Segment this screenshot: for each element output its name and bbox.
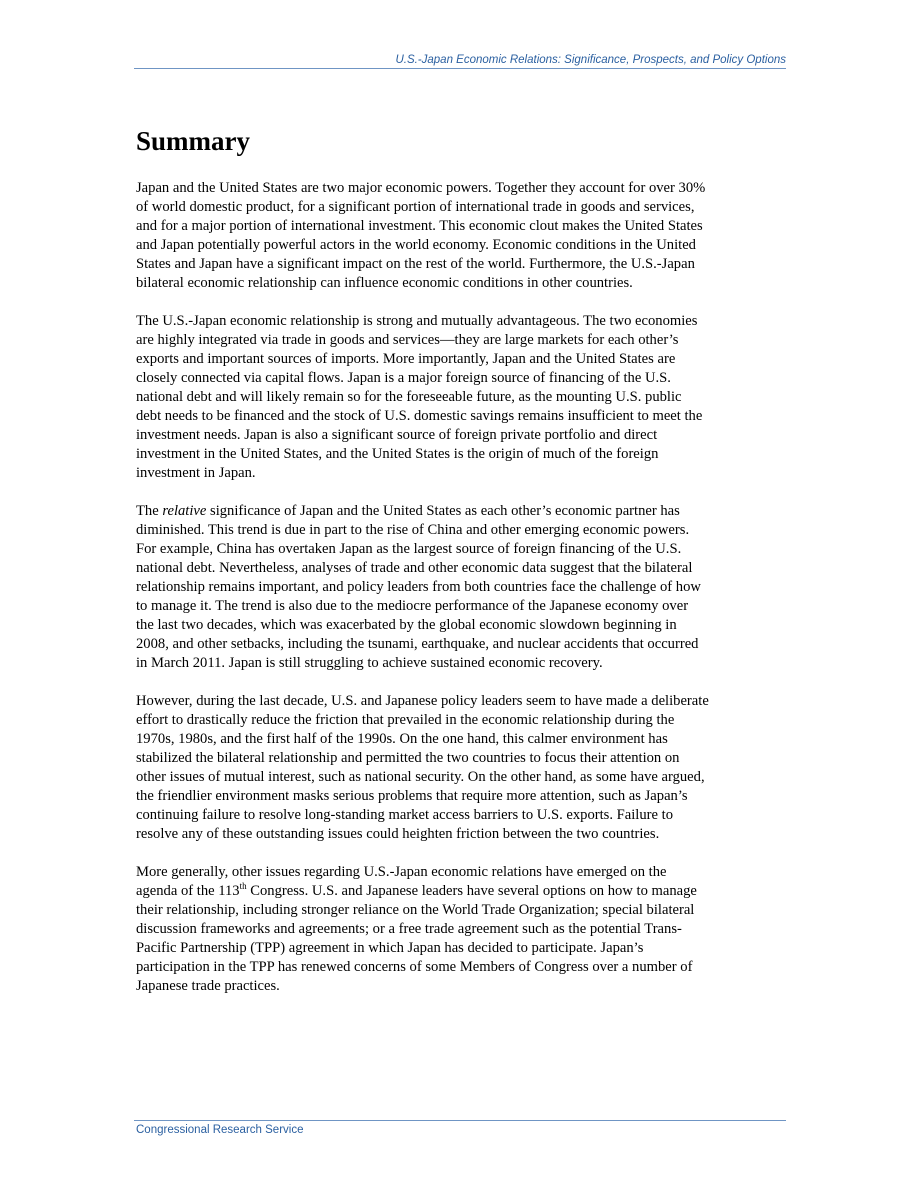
footer-rule bbox=[134, 1120, 786, 1121]
text-line: to manage it. The trend is also due to the mediocre performance of the Japanese economy over bbox=[136, 598, 689, 614]
text-line: and for a major portion of international investment. This economic clout makes the United States bbox=[136, 218, 703, 234]
text-line: Japan and the United States are two major economic powers. Together they account for over 30% bbox=[136, 180, 706, 196]
paragraph-5 bbox=[136, 863, 788, 996]
header-rule bbox=[134, 68, 786, 69]
text-line: More generally, other issues regarding U.S.-Japan economic relations have emerged on the bbox=[136, 864, 667, 880]
text-line: Japanese trade practices. bbox=[136, 978, 280, 994]
text-line: national debt. Nevertheless, analyses of trade and other economic data suggest that the bilateral bbox=[136, 560, 693, 576]
text-line: Pacific Partnership (TPP) agreement in which Japan has decided to participate. Japan’s bbox=[136, 940, 644, 956]
text-line: their relationship, including stronger reliance on the World Trade Organization; special bilateral bbox=[136, 902, 695, 918]
text-line: The U.S.-Japan economic relationship is strong and mutually advantageous. The two economies bbox=[136, 313, 698, 329]
text-line: exports and important sources of imports. More importantly, Japan and the United States are bbox=[136, 351, 676, 367]
text-line: continuing failure to resolve long-standing market access barriers to U.S. exports. Failure to bbox=[136, 807, 673, 823]
text-line: However, during the last decade, U.S. and Japanese policy leaders seem to have made a deliberate bbox=[136, 693, 709, 709]
text-line: 2008, and other setbacks, including the tsunami, earthquake, and nuclear accidents that occurred bbox=[136, 636, 699, 652]
paragraph-1 bbox=[136, 179, 788, 293]
text-line: investment in Japan. bbox=[136, 465, 256, 481]
text-line: bilateral economic relationship can influence economic conditions in other countries. bbox=[136, 275, 633, 291]
text-line: investment needs. Japan is also a significant source of foreign private portfolio and direct bbox=[136, 427, 658, 443]
text-line: in March 2011. Japan is still struggling to achieve sustained economic recovery. bbox=[136, 655, 603, 671]
paragraph-2 bbox=[136, 312, 788, 483]
text-run: significance of Japan and the United States as each other’s economic partner has bbox=[206, 503, 680, 519]
text-line: 1970s, 1980s, and the first half of the 1990s. On the one hand, this calmer environment has bbox=[136, 731, 668, 747]
running-header: U.S.-Japan Economic Relations: Significance, Prospects, and Policy Options bbox=[395, 54, 786, 66]
text-run: agenda of the 113 bbox=[136, 883, 240, 899]
text-line: debt needs to be financed and the stock of U.S. domestic savings remains insufficient to meet the bbox=[136, 408, 703, 424]
text-line: resolve any of these outstanding issues could heighten friction between the two countries. bbox=[136, 826, 660, 842]
text-line: discussion frameworks and agreements; or a free trade agreement such as the potential Trans- bbox=[136, 921, 682, 937]
text-run: The bbox=[136, 503, 163, 519]
text-line: national debt and will likely remain so for the foreseeable future, as the mounting U.S. public bbox=[136, 389, 682, 405]
text-line: diminished. This trend is due in part to the rise of China and other emerging economic powers. bbox=[136, 522, 690, 538]
text-line: of world domestic product, for a significant portion of international trade in goods and services, bbox=[136, 199, 695, 215]
text-line: other issues of mutual interest, such as national security. On the other hand, as some have argued, bbox=[136, 769, 705, 785]
text-line: and Japan potentially powerful actors in the world economy. Economic conditions in the United bbox=[136, 237, 696, 253]
text-line: For example, China has overtaken Japan as the largest source of foreign financing of the U.S. bbox=[136, 541, 682, 557]
text-line: investment in the United States, and the United States is the origin of much of the foreign bbox=[136, 446, 659, 462]
ordinal-superscript: th bbox=[239, 881, 247, 892]
text-line: stabilized the bilateral relationship and permitted the two countries to focus their attention on bbox=[136, 750, 680, 766]
text-line: are highly integrated via trade in goods and services—they are large markets for each other’s bbox=[136, 332, 679, 348]
emphasis-relative: relative bbox=[162, 503, 207, 519]
running-footer: Congressional Research Service bbox=[136, 1124, 304, 1136]
text-line bbox=[136, 502, 788, 521]
paragraph-4 bbox=[136, 692, 788, 844]
text-run: Congress. U.S. and Japanese leaders have several options on how to manage bbox=[246, 883, 697, 899]
text-line bbox=[136, 882, 788, 901]
text-line: effort to drastically reduce the friction that prevailed in the economic relationship during the bbox=[136, 712, 675, 728]
text-line: participation in the TPP has renewed concerns of some Members of Congress over a number of bbox=[136, 959, 693, 975]
paragraph-3 bbox=[136, 502, 788, 673]
text-line: relationship remains important, and policy leaders from both countries face the challenge of how bbox=[136, 579, 701, 595]
summary-body bbox=[136, 179, 788, 1015]
text-line: closely connected via capital flows. Japan is a major foreign source of financing of the U.S. bbox=[136, 370, 671, 386]
text-line: the last two decades, which was exacerbated by the global economic slowdown beginning in bbox=[136, 617, 677, 633]
page-title: Summary bbox=[136, 126, 250, 156]
text-line: the friendlier environment masks serious problems that require more attention, such as Japan’s bbox=[136, 788, 688, 804]
text-line: States and Japan have a significant impact on the rest of the world. Furthermore, the U.S.-Japan bbox=[136, 256, 695, 272]
